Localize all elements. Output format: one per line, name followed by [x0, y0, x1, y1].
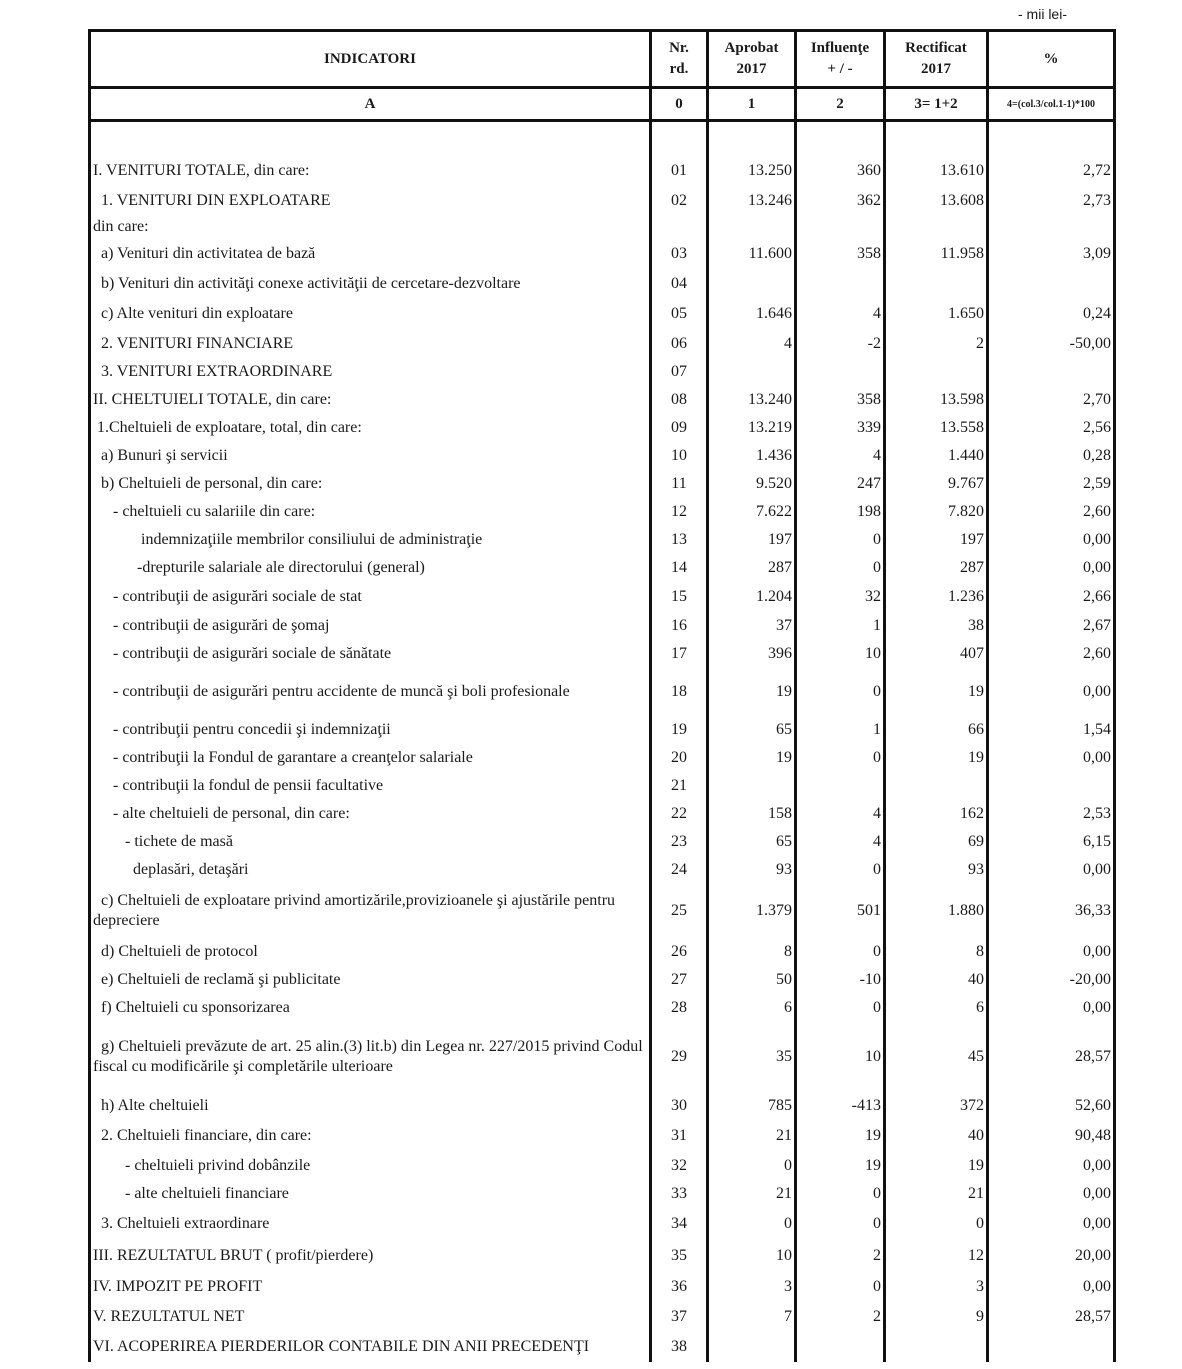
influence-value: 339 — [796, 414, 885, 442]
indicator: 3. Cheltuieli extraordinare — [90, 1208, 651, 1240]
percent-value — [988, 270, 1115, 298]
rectified-value: 19 — [885, 744, 988, 772]
indicator: - contribuţii de asigurări sociale de sănătate — [90, 640, 651, 668]
rectified-value: 8 — [885, 938, 988, 966]
percent-value: 52,60 — [988, 1092, 1115, 1120]
indicator: c) Cheltuieli de exploatare privind amortizările,provizioanele şi ajustările pentru depreciere — [90, 884, 651, 938]
indicator: - cheltuieli privind dobânzile — [90, 1152, 651, 1180]
rectified-value: 3 — [885, 1272, 988, 1302]
influence-value: 501 — [796, 884, 885, 938]
indicator: - contribuţii de asigurări de şomaj — [90, 612, 651, 640]
row-number: 10 — [651, 442, 708, 470]
influence-value: 0 — [796, 1208, 885, 1240]
rectified-value: 13.558 — [885, 414, 988, 442]
rectified-value: 19 — [885, 668, 988, 716]
subheader-col2: 2 — [796, 88, 885, 121]
indicator: - alte cheltuieli financiare — [90, 1180, 651, 1208]
approved-value — [708, 270, 796, 298]
percent-value — [988, 772, 1115, 800]
row-number — [651, 216, 708, 238]
approved-value — [708, 358, 796, 386]
row-number: 35 — [651, 1240, 708, 1272]
rectified-value: 0 — [885, 1208, 988, 1240]
indicator: - contribuţii la Fondul de garantare a creanţelor salariale — [90, 744, 651, 772]
row-number: 07 — [651, 358, 708, 386]
approved-value: 21 — [708, 1180, 796, 1208]
influence-value: 32 — [796, 582, 885, 612]
table-row — [90, 828, 1115, 856]
approved-value — [708, 1332, 796, 1362]
percent-value: 0,00 — [988, 1272, 1115, 1302]
row-number: 02 — [651, 186, 708, 216]
row-number: 19 — [651, 716, 708, 744]
table-row — [90, 442, 1115, 470]
percent-value: 28,57 — [988, 1022, 1115, 1092]
approved-value: 0 — [708, 1208, 796, 1240]
rectified-value: 45 — [885, 1022, 988, 1092]
percent-value: 0,00 — [988, 994, 1115, 1022]
indicator: V. REZULTATUL NET — [90, 1302, 651, 1332]
influence-value: 198 — [796, 498, 885, 526]
table-row — [90, 156, 1115, 186]
approved-value: 1.646 — [708, 298, 796, 330]
approved-value: 197 — [708, 526, 796, 554]
indicator: a) Bunuri şi servicii — [90, 442, 651, 470]
row-number: 31 — [651, 1120, 708, 1152]
rectified-value: 66 — [885, 716, 988, 744]
rectified-value — [885, 1332, 988, 1362]
row-number: 33 — [651, 1180, 708, 1208]
rectified-value: 38 — [885, 612, 988, 640]
percent-value: 28,57 — [988, 1302, 1115, 1332]
indicator: IV. IMPOZIT PE PROFIT — [90, 1272, 651, 1302]
percent-value: 0,00 — [988, 938, 1115, 966]
subheader-col0: 0 — [651, 88, 708, 121]
percent-value: 2,72 — [988, 156, 1115, 186]
row-number: 27 — [651, 966, 708, 994]
percent-value: 2,56 — [988, 414, 1115, 442]
rectified-value: 40 — [885, 966, 988, 994]
table-row — [90, 526, 1115, 554]
table-row — [90, 1240, 1115, 1272]
influence-value: 10 — [796, 640, 885, 668]
header-influente: Influenţe + / - — [796, 31, 885, 88]
approved-value: 10 — [708, 1240, 796, 1272]
indicator: 2. Cheltuieli financiare, din care: — [90, 1120, 651, 1152]
table-row — [90, 966, 1115, 994]
percent-value: 2,67 — [988, 612, 1115, 640]
budget-table — [88, 29, 1116, 1362]
percent-value: 2,73 — [988, 186, 1115, 216]
row-number: 20 — [651, 744, 708, 772]
indicator: III. REZULTATUL BRUT ( profit/pierdere) — [90, 1240, 651, 1272]
row-number: 21 — [651, 772, 708, 800]
table-row — [90, 216, 1115, 238]
influence-value: 2 — [796, 1302, 885, 1332]
indicator: - tichete de masă — [90, 828, 651, 856]
percent-value: 2,60 — [988, 498, 1115, 526]
table-row — [90, 612, 1115, 640]
row-number: 26 — [651, 938, 708, 966]
row-number: 24 — [651, 856, 708, 884]
percent-value: 2,53 — [988, 800, 1115, 828]
approved-value: 8 — [708, 938, 796, 966]
rectified-value: 21 — [885, 1180, 988, 1208]
table-row — [90, 716, 1115, 744]
rectified-value: 9 — [885, 1302, 988, 1332]
table-row — [90, 640, 1115, 668]
header-aprobat: Aprobat 2017 — [708, 31, 796, 88]
indicator: f) Cheltuieli cu sponsorizarea — [90, 994, 651, 1022]
indicator: a) Venituri din activitatea de bază — [90, 238, 651, 270]
approved-value: 1.436 — [708, 442, 796, 470]
percent-value: 0,00 — [988, 856, 1115, 884]
influence-value: -2 — [796, 330, 885, 358]
influence-value: 1 — [796, 716, 885, 744]
influence-value: 19 — [796, 1152, 885, 1180]
influence-value: 19 — [796, 1120, 885, 1152]
table-row — [90, 498, 1115, 526]
approved-value: 21 — [708, 1120, 796, 1152]
indicator: b) Venituri din activităţi conexe activităţii de cercetare-dezvoltare — [90, 270, 651, 298]
indicator: -drepturile salariale ale directorului (general) — [90, 554, 651, 582]
indicator: VI. ACOPERIREA PIERDERILOR CONTABILE DIN ANII PRECEDENŢI — [90, 1332, 651, 1362]
indicator: - contribuţii pentru concedii şi indemnizaţii — [90, 716, 651, 744]
percent-value — [988, 358, 1115, 386]
table-row — [90, 1022, 1115, 1092]
row-number: 32 — [651, 1152, 708, 1180]
row-number: 29 — [651, 1022, 708, 1092]
percent-value: 20,00 — [988, 1240, 1115, 1272]
table-row — [90, 270, 1115, 298]
percent-value: -20,00 — [988, 966, 1115, 994]
approved-value: 6 — [708, 994, 796, 1022]
approved-value: 13.250 — [708, 156, 796, 186]
approved-value: 785 — [708, 1092, 796, 1120]
rectified-value: 11.958 — [885, 238, 988, 270]
row-number: 04 — [651, 270, 708, 298]
row-number: 11 — [651, 470, 708, 498]
row-number: 34 — [651, 1208, 708, 1240]
influence-value: 358 — [796, 238, 885, 270]
indicator: - contribuţii la fondul de pensii facultative — [90, 772, 651, 800]
indicator: b) Cheltuieli de personal, din care: — [90, 470, 651, 498]
spacer-row — [90, 121, 1115, 157]
percent-value: 6,15 — [988, 828, 1115, 856]
influence-value — [796, 270, 885, 298]
influence-value: 0 — [796, 1180, 885, 1208]
subheader-row — [90, 88, 1115, 121]
rectified-value: 1.236 — [885, 582, 988, 612]
influence-value: 0 — [796, 1272, 885, 1302]
influence-value: 4 — [796, 298, 885, 330]
row-number: 22 — [651, 800, 708, 828]
rectified-value: 13.610 — [885, 156, 988, 186]
indicator: h) Alte cheltuieli — [90, 1092, 651, 1120]
approved-value: 93 — [708, 856, 796, 884]
header-rectificat: Rectificat 2017 — [885, 31, 988, 88]
rectified-value: 1.650 — [885, 298, 988, 330]
row-number: 25 — [651, 884, 708, 938]
influence-value: 0 — [796, 668, 885, 716]
percent-value: 2,60 — [988, 640, 1115, 668]
influence-value: 4 — [796, 828, 885, 856]
influence-value: 2 — [796, 1240, 885, 1272]
approved-value: 0 — [708, 1152, 796, 1180]
table-row — [90, 994, 1115, 1022]
table-row — [90, 186, 1115, 216]
table-row — [90, 386, 1115, 414]
header-percent: % — [988, 31, 1115, 88]
rectified-value — [885, 216, 988, 238]
approved-value: 50 — [708, 966, 796, 994]
row-number: 18 — [651, 668, 708, 716]
table-row — [90, 938, 1115, 966]
row-number: 01 — [651, 156, 708, 186]
approved-value: 65 — [708, 716, 796, 744]
indicator: - contribuţii de asigurări pentru accidente de muncă şi boli profesionale — [90, 668, 651, 716]
row-number: 09 — [651, 414, 708, 442]
percent-value: 0,00 — [988, 1152, 1115, 1180]
table-row — [90, 772, 1115, 800]
table-row — [90, 744, 1115, 772]
approved-value: 287 — [708, 554, 796, 582]
table-row — [90, 414, 1115, 442]
influence-value — [796, 358, 885, 386]
rectified-value: 6 — [885, 994, 988, 1022]
influence-value: 358 — [796, 386, 885, 414]
table-row — [90, 800, 1115, 828]
row-number: 38 — [651, 1332, 708, 1362]
approved-value: 7 — [708, 1302, 796, 1332]
table-row — [90, 1152, 1115, 1180]
header-nr: Nr. rd. — [651, 31, 708, 88]
indicator: I. VENITURI TOTALE, din care: — [90, 156, 651, 186]
row-number: 37 — [651, 1302, 708, 1332]
indicator: 3. VENITURI EXTRAORDINARE — [90, 358, 651, 386]
indicator: e) Cheltuieli de reclamă şi publicitate — [90, 966, 651, 994]
indicator: 1.Cheltuieli de exploatare, total, din care: — [90, 414, 651, 442]
rectified-value: 1.880 — [885, 884, 988, 938]
approved-value: 158 — [708, 800, 796, 828]
approved-value: 65 — [708, 828, 796, 856]
influence-value — [796, 772, 885, 800]
indicator: - alte cheltuieli de personal, din care: — [90, 800, 651, 828]
percent-value: 1,54 — [988, 716, 1115, 744]
approved-value: 11.600 — [708, 238, 796, 270]
row-number: 15 — [651, 582, 708, 612]
approved-value: 1.204 — [708, 582, 796, 612]
approved-value — [708, 772, 796, 800]
row-number: 28 — [651, 994, 708, 1022]
row-number: 03 — [651, 238, 708, 270]
approved-value: 13.219 — [708, 414, 796, 442]
approved-value: 37 — [708, 612, 796, 640]
rectified-value: 9.767 — [885, 470, 988, 498]
row-number: 13 — [651, 526, 708, 554]
row-number: 23 — [651, 828, 708, 856]
influence-value: -413 — [796, 1092, 885, 1120]
indicator: II. CHELTUIELI TOTALE, din care: — [90, 386, 651, 414]
row-number: 05 — [651, 298, 708, 330]
influence-value: 0 — [796, 856, 885, 884]
percent-value: 2,66 — [988, 582, 1115, 612]
indicator: d) Cheltuieli de protocol — [90, 938, 651, 966]
indicator: - contribuţii de asigurări sociale de stat — [90, 582, 651, 612]
rectified-value: 40 — [885, 1120, 988, 1152]
table-row — [90, 554, 1115, 582]
percent-value: 90,48 — [988, 1120, 1115, 1152]
percent-value: 0,00 — [988, 668, 1115, 716]
table-row — [90, 1208, 1115, 1240]
percent-value: 2,59 — [988, 470, 1115, 498]
rectified-value: 13.608 — [885, 186, 988, 216]
rectified-value: 13.598 — [885, 386, 988, 414]
rectified-value: 69 — [885, 828, 988, 856]
percent-value: 0,28 — [988, 442, 1115, 470]
subheader-col4: 4=(col.3/col.1-1)*100 — [988, 88, 1115, 121]
approved-value: 13.240 — [708, 386, 796, 414]
percent-value — [988, 216, 1115, 238]
rectified-value: 372 — [885, 1092, 988, 1120]
table-row — [90, 1092, 1115, 1120]
percent-value: 2,70 — [988, 386, 1115, 414]
approved-value — [708, 216, 796, 238]
rectified-value: 12 — [885, 1240, 988, 1272]
rectified-value: 2 — [885, 330, 988, 358]
percent-value: 0,00 — [988, 554, 1115, 582]
approved-value: 19 — [708, 744, 796, 772]
indicator: c) Alte venituri din exploatare — [90, 298, 651, 330]
influence-value: 360 — [796, 156, 885, 186]
rectified-value: 162 — [885, 800, 988, 828]
row-number: 08 — [651, 386, 708, 414]
table-row — [90, 1272, 1115, 1302]
influence-value: -10 — [796, 966, 885, 994]
indicator: indemnizaţiile membrilor consiliului de administraţie — [90, 526, 651, 554]
influence-value — [796, 1332, 885, 1362]
table-row — [90, 1302, 1115, 1332]
row-number: 36 — [651, 1272, 708, 1302]
table-row — [90, 668, 1115, 716]
approved-value: 13.246 — [708, 186, 796, 216]
approved-value: 396 — [708, 640, 796, 668]
approved-value: 19 — [708, 668, 796, 716]
table-row — [90, 298, 1115, 330]
table-row — [90, 884, 1115, 938]
rectified-value: 287 — [885, 554, 988, 582]
influence-value: 4 — [796, 442, 885, 470]
rectified-value: 19 — [885, 1152, 988, 1180]
indicator: - cheltuieli cu salariile din care: — [90, 498, 651, 526]
indicator: 2. VENITURI FINANCIARE — [90, 330, 651, 358]
rectified-value — [885, 772, 988, 800]
influence-value: 362 — [796, 186, 885, 216]
percent-value: 0,00 — [988, 1208, 1115, 1240]
table-row — [90, 582, 1115, 612]
percent-value: 0,00 — [988, 526, 1115, 554]
influence-value: 0 — [796, 526, 885, 554]
subheader-col1: 1 — [708, 88, 796, 121]
row-number: 30 — [651, 1092, 708, 1120]
indicator: din care: — [90, 216, 651, 238]
approved-value: 35 — [708, 1022, 796, 1092]
influence-value: 0 — [796, 744, 885, 772]
header-indicatori: INDICATORI — [90, 31, 651, 88]
approved-value: 7.622 — [708, 498, 796, 526]
percent-value: 3,09 — [988, 238, 1115, 270]
influence-value: 0 — [796, 554, 885, 582]
table-row — [90, 358, 1115, 386]
row-number: 12 — [651, 498, 708, 526]
header-row — [90, 31, 1115, 88]
indicator: deplasări, detaşări — [90, 856, 651, 884]
percent-value: 0,00 — [988, 1180, 1115, 1208]
influence-value: 0 — [796, 994, 885, 1022]
table-row — [90, 856, 1115, 884]
influence-value — [796, 216, 885, 238]
table-row — [90, 470, 1115, 498]
influence-value: 247 — [796, 470, 885, 498]
table-row — [90, 1120, 1115, 1152]
influence-value: 0 — [796, 938, 885, 966]
row-number: 16 — [651, 612, 708, 640]
table-row — [90, 238, 1115, 270]
approved-value: 9.520 — [708, 470, 796, 498]
influence-value: 10 — [796, 1022, 885, 1092]
rectified-value — [885, 270, 988, 298]
row-number: 06 — [651, 330, 708, 358]
table-row — [90, 1332, 1115, 1362]
rectified-value: 407 — [885, 640, 988, 668]
subheader-col3: 3= 1+2 — [885, 88, 988, 121]
influence-value: 4 — [796, 800, 885, 828]
indicator: g) Cheltuieli prevăzute de art. 25 alin.(3) lit.b) din Legea nr. 227/2015 privind Codul fiscal cu modificările şi completările ulterioare — [90, 1022, 651, 1092]
approved-value: 4 — [708, 330, 796, 358]
table-row — [90, 1180, 1115, 1208]
approved-value: 1.379 — [708, 884, 796, 938]
percent-value: 0,00 — [988, 744, 1115, 772]
percent-value: 36,33 — [988, 884, 1115, 938]
row-number: 17 — [651, 640, 708, 668]
rectified-value: 93 — [885, 856, 988, 884]
percent-value: 0,24 — [988, 298, 1115, 330]
influence-value: 1 — [796, 612, 885, 640]
approved-value: 3 — [708, 1272, 796, 1302]
rectified-value: 7.820 — [885, 498, 988, 526]
rectified-value — [885, 358, 988, 386]
row-number: 14 — [651, 554, 708, 582]
rectified-value: 197 — [885, 526, 988, 554]
indicator: 1. VENITURI DIN EXPLOATARE — [90, 186, 651, 216]
percent-value: -50,00 — [988, 330, 1115, 358]
subheader-a: A — [90, 88, 651, 121]
percent-value — [988, 1332, 1115, 1362]
table-row — [90, 330, 1115, 358]
unit-note: - mii lei- — [1018, 6, 1067, 22]
rectified-value: 1.440 — [885, 442, 988, 470]
